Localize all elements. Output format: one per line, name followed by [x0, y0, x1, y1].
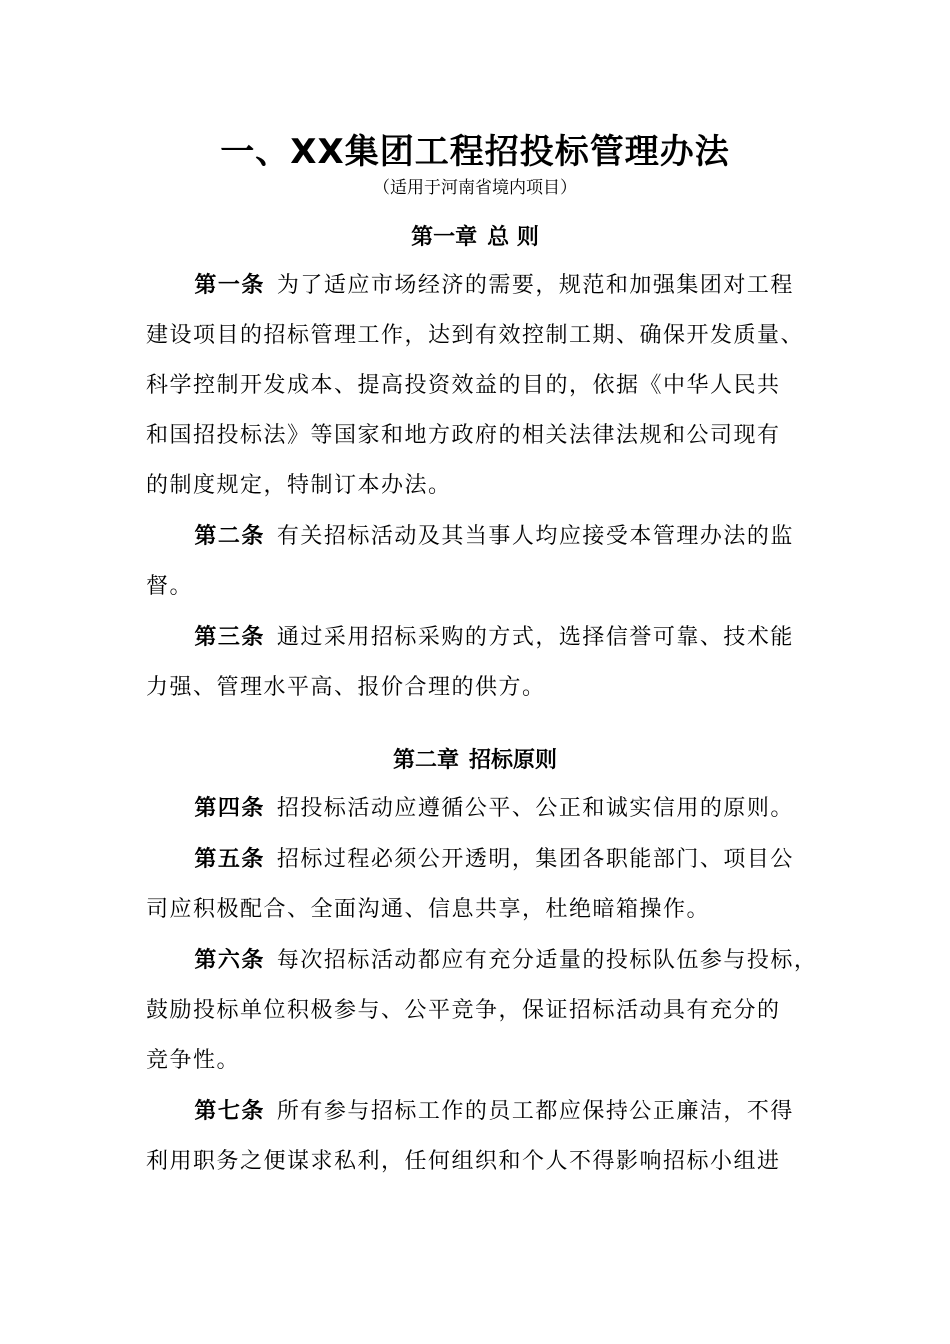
chapter-name: 招标原则	[469, 747, 558, 773]
article-number: 第六条	[194, 947, 265, 973]
article-5	[146, 834, 826, 885]
article-6-cont	[146, 986, 826, 1086]
document-subtitle: （适用于河南省境内项目）	[373, 178, 577, 198]
article-2	[146, 511, 826, 562]
article-text-line: 力强、管理水平高、报价合理的供方。	[146, 675, 546, 700]
article-7-cont	[146, 1137, 826, 1187]
article-number: 第五条	[194, 846, 265, 872]
article-1	[146, 260, 826, 311]
article-text-line: 的制度规定，特制订本办法。	[146, 473, 452, 498]
article-text-line: 所有参与招标工作的员工都应保持公正廉洁，不得	[276, 1099, 794, 1124]
article-text-line: 为了适应市场经济的需要，规范和加强集团对工程	[276, 273, 794, 298]
article-7	[146, 1086, 826, 1137]
article-text-line: 利用职务之便谋求私利，任何组织和个人不得影响招标小组进	[146, 1149, 781, 1174]
article-number: 第四条	[194, 795, 265, 821]
article-text-line: 招标过程必须公开透明，集团各职能部门、项目公	[276, 847, 794, 872]
article-1-cont	[146, 311, 826, 511]
article-4	[146, 783, 826, 834]
article-text-line: 竞争性。	[146, 1048, 241, 1073]
document-title: 一、XX集团工程招投标管理办法	[220, 132, 730, 172]
article-number: 第七条	[194, 1098, 265, 1124]
article-text-line: 有关招标活动及其当事人均应接受本管理办法的监	[276, 524, 794, 549]
chapter-heading-1	[0, 222, 950, 252]
article-text-line: 督。	[146, 574, 194, 599]
article-number: 第三条	[194, 624, 265, 650]
article-text-line: 鼓励投标单位积极参与、公平竞争，保证招标活动具有充分的	[146, 998, 781, 1023]
article-6	[146, 935, 826, 986]
chapter-2-body	[146, 783, 826, 1187]
chapter-heading-2	[0, 745, 950, 775]
article-text-line: 招投标活动应遵循公平、公正和诚实信用的原则。	[276, 796, 794, 821]
article-number: 第一条	[194, 272, 265, 298]
article-text-line: 和国招投标法》等国家和地方政府的相关法律法规和公司现有	[146, 423, 781, 448]
article-number: 第二条	[194, 523, 265, 549]
chapter-1-body	[146, 260, 826, 713]
article-text-line: 每次招标活动都应有充分适量的投标队伍参与投标，	[276, 948, 818, 973]
article-2-cont	[146, 562, 826, 612]
article-text-line: 司应积极配合、全面沟通、信息共享，杜绝暗箱操作。	[146, 897, 711, 922]
article-text-line: 建设项目的招标管理工作，达到有效控制工期、确保开发质量、	[146, 323, 805, 348]
article-text-line: 通过采用招标采购的方式，选择信誉可靠、技术能	[276, 625, 794, 650]
article-text-line: 科学控制开发成本、提高投资效益的目的，依据《中华人民共	[146, 373, 781, 398]
article-3	[146, 612, 826, 663]
chapter-number: 第二章	[392, 747, 459, 773]
chapter-number: 第一章	[411, 224, 478, 250]
article-3-cont	[146, 663, 826, 713]
article-5-cont	[146, 885, 826, 935]
chapter-name: 总 则	[487, 224, 539, 250]
